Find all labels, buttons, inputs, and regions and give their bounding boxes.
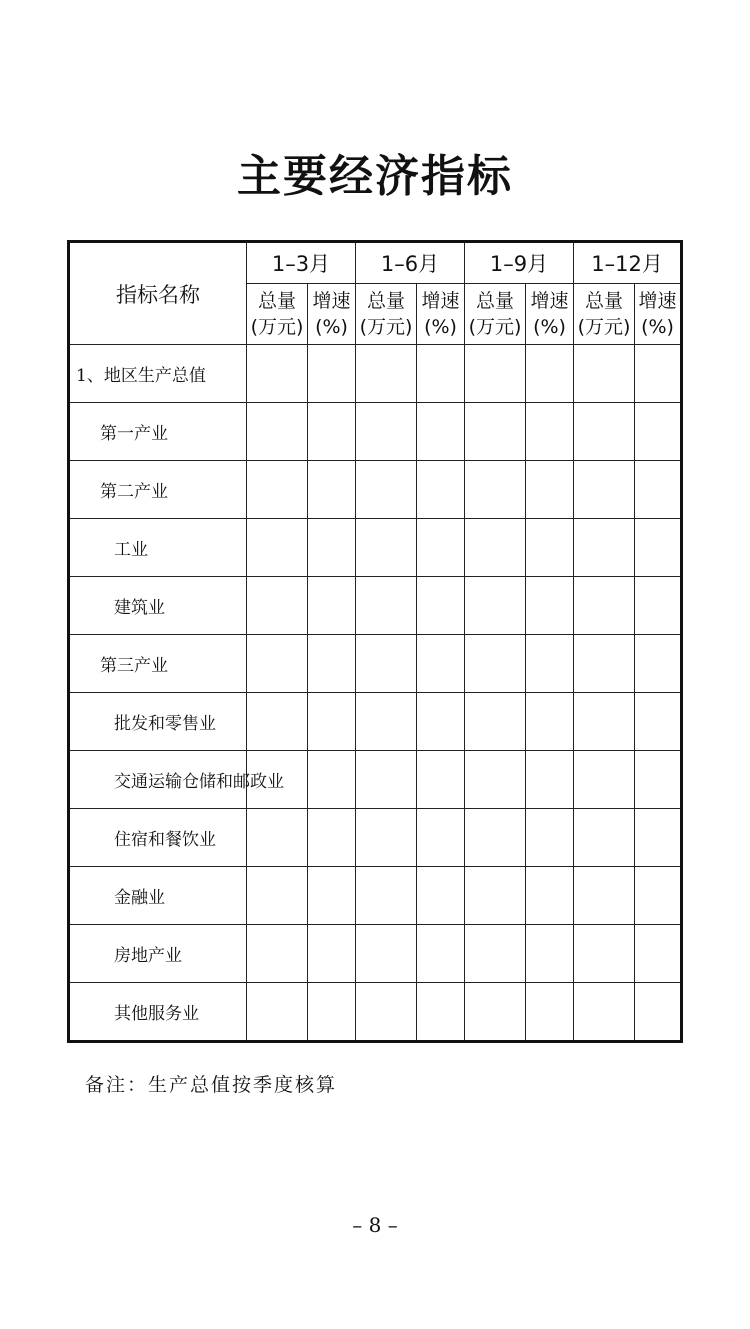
total-amount-cell [465, 461, 526, 519]
growth-rate-cell [635, 809, 682, 867]
total-amount-cell [574, 635, 635, 693]
period-header: 1–9月 [465, 242, 574, 284]
total-amount-header [574, 284, 635, 345]
total-amount-cell [465, 809, 526, 867]
period-header: 1–6月 [356, 242, 465, 284]
total-amount-cell [574, 461, 635, 519]
total-amount-cell [356, 403, 417, 461]
growth-rate-cell [308, 461, 356, 519]
period-header: 1–12月 [574, 242, 682, 284]
indicator-label: 金融业 [69, 867, 247, 925]
indicator-name-header: 指标名称 [69, 242, 247, 345]
growth-rate-cell [635, 925, 682, 983]
page-title: 主要经济指标 [237, 151, 513, 202]
indicator-label: 工业 [69, 519, 247, 577]
growth-rate-cell [308, 519, 356, 577]
growth-rate-cell [417, 635, 465, 693]
growth-rate-cell [526, 925, 574, 983]
indicator-label: 交通运输仓储和邮政业 [69, 751, 247, 809]
total-amount-cell [574, 809, 635, 867]
growth-rate-cell [635, 461, 682, 519]
table-row [69, 461, 682, 519]
total-amount-cell [574, 867, 635, 925]
growth-rate-cell [526, 403, 574, 461]
total-amount-cell [356, 693, 417, 751]
growth-rate-cell [526, 635, 574, 693]
growth-rate-cell [526, 577, 574, 635]
growth-rate-cell [308, 925, 356, 983]
measure-label: 增速 [530, 290, 569, 312]
total-amount-cell [247, 809, 308, 867]
measure-unit: (万元) [250, 316, 304, 338]
total-amount-cell [247, 867, 308, 925]
growth-rate-cell [417, 751, 465, 809]
growth-rate-cell [417, 461, 465, 519]
table-body [69, 345, 682, 1042]
indicator-label: 批发和零售业 [69, 693, 247, 751]
measure-unit: (万元) [468, 316, 522, 338]
total-amount-cell [247, 983, 308, 1042]
indicator-label: 其他服务业 [69, 983, 247, 1042]
measure-label: 增速 [421, 290, 460, 312]
growth-rate-cell [635, 751, 682, 809]
measure-label: 增速 [312, 290, 351, 312]
total-amount-cell [574, 403, 635, 461]
measure-unit: (万元) [359, 316, 413, 338]
table-row [69, 983, 682, 1042]
growth-rate-cell [526, 809, 574, 867]
growth-rate-header [635, 284, 682, 345]
indicator-label: 建筑业 [69, 577, 247, 635]
measure-label: 总量 [476, 290, 515, 312]
table-row [69, 519, 682, 577]
growth-rate-cell [417, 577, 465, 635]
total-amount-cell [356, 635, 417, 693]
growth-rate-cell [308, 345, 356, 403]
growth-rate-cell [635, 577, 682, 635]
total-amount-cell [247, 461, 308, 519]
footnote: 备注：生产总值按季度核算 [85, 1074, 338, 1096]
measure-unit: (%) [533, 316, 566, 338]
total-amount-header [247, 284, 308, 345]
growth-rate-cell [417, 519, 465, 577]
measure-unit: (%) [424, 316, 457, 338]
growth-rate-cell [417, 809, 465, 867]
total-amount-cell [465, 867, 526, 925]
growth-rate-cell [526, 751, 574, 809]
growth-rate-cell [308, 867, 356, 925]
indicator-label: 第二产业 [69, 461, 247, 519]
growth-rate-cell [417, 345, 465, 403]
indicator-label: 房地产业 [69, 925, 247, 983]
measure-label: 总量 [585, 290, 624, 312]
total-amount-cell [574, 983, 635, 1042]
growth-rate-cell [308, 751, 356, 809]
indicator-label: 住宿和餐饮业 [69, 809, 247, 867]
growth-rate-cell [526, 461, 574, 519]
growth-rate-cell [417, 925, 465, 983]
total-amount-header [465, 284, 526, 345]
growth-rate-header [417, 284, 465, 345]
total-amount-cell [574, 345, 635, 403]
indicator-label: 1、地区生产总值 [69, 345, 247, 403]
total-amount-cell [247, 577, 308, 635]
total-amount-cell [356, 345, 417, 403]
growth-rate-cell [635, 345, 682, 403]
growth-rate-cell [417, 693, 465, 751]
total-amount-cell [356, 751, 417, 809]
total-amount-cell [356, 461, 417, 519]
table-row [69, 867, 682, 925]
total-amount-cell [247, 345, 308, 403]
growth-rate-cell [308, 403, 356, 461]
total-amount-cell [247, 519, 308, 577]
growth-rate-cell [526, 693, 574, 751]
measure-unit: (%) [641, 316, 674, 338]
growth-rate-header [308, 284, 356, 345]
header-row-periods [69, 242, 682, 284]
measure-label: 增速 [638, 290, 677, 312]
measure-unit: (%) [315, 316, 348, 338]
total-amount-cell [465, 519, 526, 577]
total-amount-cell [465, 983, 526, 1042]
total-amount-cell [465, 693, 526, 751]
total-amount-cell [574, 577, 635, 635]
total-amount-cell [247, 403, 308, 461]
growth-rate-cell [308, 635, 356, 693]
total-amount-cell [247, 925, 308, 983]
table-row [69, 809, 682, 867]
total-amount-cell [574, 751, 635, 809]
total-amount-cell [465, 345, 526, 403]
growth-rate-cell [635, 635, 682, 693]
table-row [69, 751, 682, 809]
total-amount-cell [465, 577, 526, 635]
period-header: 1–3月 [247, 242, 356, 284]
table-row [69, 635, 682, 693]
page-number: – 8 – [352, 1213, 398, 1237]
total-amount-cell [356, 925, 417, 983]
growth-rate-cell [526, 345, 574, 403]
total-amount-cell [465, 751, 526, 809]
total-amount-header [356, 284, 417, 345]
growth-rate-cell [417, 403, 465, 461]
total-amount-cell [247, 635, 308, 693]
growth-rate-cell [308, 983, 356, 1042]
growth-rate-cell [417, 983, 465, 1042]
total-amount-cell [465, 635, 526, 693]
indicator-table [67, 240, 683, 1043]
total-amount-cell [574, 925, 635, 983]
total-amount-cell [356, 867, 417, 925]
indicator-label: 第一产业 [69, 403, 247, 461]
total-amount-cell [465, 925, 526, 983]
measure-unit: (万元) [577, 316, 631, 338]
total-amount-cell [356, 983, 417, 1042]
table-row [69, 403, 682, 461]
growth-rate-cell [526, 519, 574, 577]
indicator-label: 第三产业 [69, 635, 247, 693]
growth-rate-cell [417, 867, 465, 925]
growth-rate-cell [308, 693, 356, 751]
growth-rate-cell [635, 867, 682, 925]
measure-label: 总量 [257, 290, 296, 312]
total-amount-cell [465, 403, 526, 461]
growth-rate-cell [308, 809, 356, 867]
growth-rate-cell [635, 519, 682, 577]
table-row [69, 693, 682, 751]
table-row [69, 345, 682, 403]
table-row [69, 925, 682, 983]
growth-rate-cell [635, 403, 682, 461]
growth-rate-cell [635, 693, 682, 751]
total-amount-cell [574, 693, 635, 751]
measure-label: 总量 [367, 290, 406, 312]
total-amount-cell [574, 519, 635, 577]
total-amount-cell [356, 577, 417, 635]
growth-rate-cell [635, 983, 682, 1042]
growth-rate-cell [308, 577, 356, 635]
growth-rate-cell [526, 867, 574, 925]
growth-rate-header [526, 284, 574, 345]
total-amount-cell [356, 519, 417, 577]
total-amount-cell [247, 693, 308, 751]
table-row [69, 577, 682, 635]
growth-rate-cell [526, 983, 574, 1042]
total-amount-cell [356, 809, 417, 867]
